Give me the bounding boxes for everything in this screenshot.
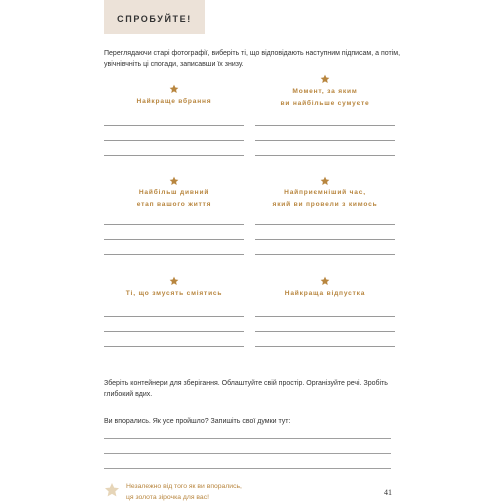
write-line[interactable]: [255, 346, 395, 347]
write-line[interactable]: [104, 224, 244, 225]
try-it-label: СПРОБУЙТЕ!: [117, 14, 192, 24]
prompt-title-line-1: Ті, що змусять сміятись: [125, 290, 223, 297]
write-line[interactable]: [255, 239, 395, 240]
reflection-line[interactable]: [104, 438, 391, 439]
prompt-title-line-2: етап вашого життя: [136, 201, 212, 208]
prompt-title-line-1: Найкраща відпустка: [284, 290, 366, 297]
write-line[interactable]: [255, 254, 395, 255]
write-line[interactable]: [104, 155, 244, 156]
write-line[interactable]: [255, 316, 395, 317]
prompt-title-line-1: Момент, за яким: [292, 88, 358, 95]
page-number: 41: [384, 488, 392, 497]
try-it-tag: [104, 0, 205, 34]
star-icon: [320, 74, 330, 84]
prompt-title-line-1: Найкраще вбрання: [136, 98, 212, 105]
write-line[interactable]: [104, 125, 244, 126]
prompt-title-line-1: Найбільш дивний: [138, 189, 210, 196]
intro-text: Переглядаючи старі фотографії, виберіть ті, що відповідають наступним підписам, а потім, увічнівчніть ці спогади, записавши їх знизу.: [104, 50, 401, 68]
star-icon: [320, 176, 330, 186]
prompt-title-line-2: ви найбільше сумуєте: [280, 100, 370, 107]
write-line[interactable]: [104, 254, 244, 255]
instructions-text: Зберіть контейнери для зберігання. Облаштуйте свій простір. Організуйте речі. Зробіть глибокий вдих.: [104, 380, 388, 398]
star-icon: [169, 176, 179, 186]
write-line[interactable]: [104, 239, 244, 240]
reflection-prompt: Ви впорались. Як усе пройшло? Запишіть свої думки тут:: [104, 418, 291, 425]
prompt-title-line-2: який ви провели з кимось: [272, 201, 378, 208]
reflection-line[interactable]: [104, 468, 391, 469]
write-line[interactable]: [104, 140, 244, 141]
write-line[interactable]: [104, 316, 244, 317]
write-line[interactable]: [255, 155, 395, 156]
star-icon: [169, 84, 179, 94]
reflection-line[interactable]: [104, 453, 391, 454]
footer-note-line-2: ця золота зірочка для вас!: [126, 494, 209, 501]
star-icon: [320, 276, 330, 286]
write-line[interactable]: [255, 125, 395, 126]
footer-note-line-1: Незалежно від того як ви впорались,: [126, 483, 242, 490]
write-line[interactable]: [255, 224, 395, 225]
write-line[interactable]: [104, 346, 244, 347]
prompt-title-line-1: Найприємніший час,: [284, 189, 366, 196]
gold-star-icon: [104, 482, 120, 498]
write-line[interactable]: [104, 331, 244, 332]
write-line[interactable]: [255, 140, 395, 141]
star-icon: [169, 276, 179, 286]
write-line[interactable]: [255, 331, 395, 332]
